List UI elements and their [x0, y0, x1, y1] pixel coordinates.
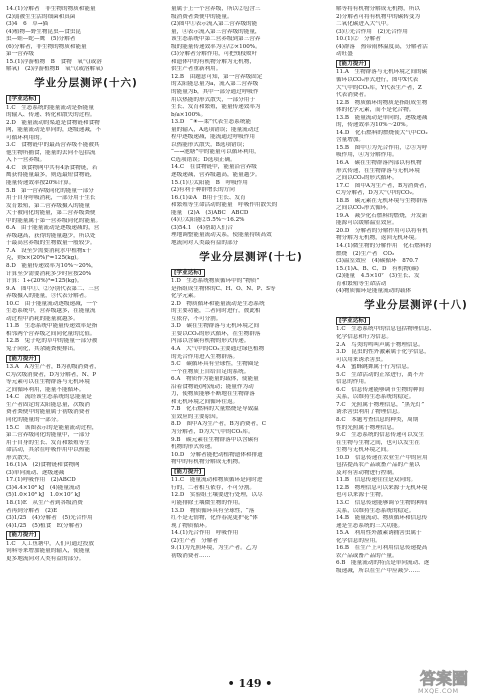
- text-line: 生物与无机环境之间。: [336, 447, 392, 454]
- text-line: 6.C 信息传递能够调节生物的种间: [336, 386, 424, 393]
- text-line: 5.C 碳循环具有全球性，生物圈是: [171, 361, 259, 368]
- svg-text:答案圈: 答案圈: [420, 669, 469, 688]
- text-line: 4.A 蜜蜂跳舞属于行为信息。: [336, 364, 413, 371]
- text-line: 沿着食物链(网)流动；能量作为动: [171, 383, 254, 390]
- text-line: 形式传递，在生物群落与无机环境: [336, 167, 420, 174]
- text-line: 性的光照属于物理信息。: [336, 424, 398, 431]
- section-heading: 学业分层测评(十八): [364, 298, 468, 311]
- text-line: 13.D “☀—柔”代表生态系统能: [171, 119, 252, 126]
- text-line: 大气中的CO₂库，Y代表生产者，Z: [336, 84, 422, 91]
- subsection-label-row: [171, 268, 331, 279]
- text-line: 者再到分解者 (2)E: [6, 507, 58, 514]
- text-line: 9.B 碳元素在生物群落中以含碳有: [171, 436, 259, 443]
- text-line: 能量 (2)A (3)ABC ABCD: [171, 209, 249, 216]
- subsection-label-row: [6, 530, 166, 541]
- text-line: 程中逐级递减，能流通过呼吸作用: [171, 134, 255, 141]
- text-line: 9.C 生态系统的信息传递可以发生: [336, 432, 424, 439]
- text-line: 13.C 信息传递能够调节生物的种间: [336, 500, 428, 506]
- text-line: 13.A A为生产者，B为初级消费者，: [6, 364, 100, 371]
- text-line: 之间以CO₂形式循环。: [336, 205, 392, 212]
- text-line: 18.(1)E 从生产者到各级消费: [6, 500, 83, 506]
- text-line: 在生物与生物之间，也可以发生在: [336, 439, 420, 446]
- text-line: 1.C 生态系统中的信息包括物理信息、: [336, 326, 436, 333]
- text-line: 动旺盛: [336, 51, 353, 58]
- text-line: 级消费者粪便中的能量。: [171, 13, 233, 20]
- text-line: 逐级递减，营养级越高，能量越少。: [171, 172, 261, 179]
- column-left: [6, 6, 166, 671]
- watermark-url: MXQE.COM: [418, 687, 459, 695]
- text-line: 燃烧 (2)生产者 CO₂: [336, 250, 395, 257]
- text-line: 15.A 利用性外激素诱捕害虫属于: [336, 530, 422, 537]
- text-line: 3.C 食物链中的最高营养级不能被其: [6, 142, 100, 149]
- text-line: 5.B 第一营养级同化的能量一部分: [6, 187, 94, 194]
- text-line: 一个在物质上自给自足的系统。: [171, 368, 250, 375]
- text-line: 14.D 化石燃料的燃烧使大气中CO₂: [336, 129, 428, 136]
- text-line: 行的，二者相互依存，不可分割。: [171, 484, 255, 491]
- subsection-label-row: [336, 316, 496, 327]
- text-line: (2)生产者 分解者: [171, 537, 219, 544]
- text-line: 力，使物质能够不断地在生物群落: [171, 391, 255, 398]
- text-line: 解氧) (2)浮游植物B 氧气(或溶解氧): [6, 66, 103, 73]
- text-line: 11.B 生态系统中能量传递效率是指: [6, 323, 98, 330]
- text-line: 14.(1)分解者 非生物的物质和能量: [6, 6, 96, 12]
- text-line: 14.(1)微生物的分解作用 化石燃料的: [336, 243, 432, 249]
- text-line: (3)54.1 (4)帮助人们合: [171, 224, 233, 231]
- text-line: 1.C 生态系统的能量流动是指能量: [6, 104, 94, 111]
- text-line: 12.B 物质循环的物质是指组成生物: [336, 99, 428, 106]
- text-line: 第一营养级: [6, 51, 34, 58]
- text-line: 关系，以维持生态系统的稳定。: [336, 394, 415, 401]
- text-line: 17.C 图中A为生产者，B为消费者，: [336, 182, 431, 189]
- text-line: 计算至少需要消耗多少时应按20%: [6, 270, 92, 277]
- text-line: (3)①光合作用 (2)光合作用: [336, 28, 408, 35]
- text-line: 6.B 能量流动的特点是单向流动、逐: [336, 560, 430, 567]
- text-line: 15.B 图中①为光合作用，②③为呼: [336, 144, 428, 151]
- text-line: 相邻两个营养级之间同化量的比值。: [6, 330, 96, 337]
- text-line: C为次级消费者，D为分解者，N、P: [6, 371, 97, 378]
- text-line: 的，传递效率为10%～20%。: [336, 122, 412, 129]
- text-line: 11.A 生物群落与无机环境之间的碳: [336, 69, 428, 76]
- text-line: 3.D 碳在生物群落与无机环境之间: [171, 323, 260, 330]
- text-line: 5.C 生命活动的正常进行，离不开: [336, 371, 424, 378]
- text-line: 养级摄入的能量，③代表分解者。: [6, 293, 90, 300]
- text-line: 含量增加。: [336, 137, 364, 144]
- text-line: 和繁殖等生命活动的能量 呼吸作用散失的: [171, 202, 278, 209]
- text-line: 初级消费者……: [171, 552, 211, 559]
- text-line: 关系，以维持生态系统的稳定。: [336, 507, 415, 514]
- text-line: 10.D 信息传递在农业生产中的应用: [336, 454, 428, 461]
- text-line: 饲料等来增加能量的输入，使能量: [6, 548, 90, 555]
- text-line: 命活动，其余在呼吸作用中以热能: [6, 447, 90, 454]
- text-line: 生产者固定的太阳能总量，次级消: [6, 401, 90, 408]
- text-line: (4)①太阳能②5.5%～16.2%: [171, 217, 245, 224]
- text-line: 该生态系统中第二营养级到第三营养: [171, 36, 261, 43]
- text-line: 入下一营养级。: [6, 157, 46, 164]
- text-line: 现了物质循环。: [171, 522, 211, 529]
- text-line: 育和繁殖等生命活动: [336, 280, 387, 287]
- text-line: 化学信息和行为信息。: [336, 333, 392, 340]
- text-line: 生长、发育和繁殖，能量传递效率为: [171, 104, 261, 111]
- text-line: 10.(1)② 分解者: [336, 36, 381, 43]
- text-line: 网，能量流动是单向的，逐级递减，不: [6, 127, 102, 134]
- text-line: (3)温室效应 (4)碳循环 870.7: [336, 258, 419, 265]
- text-line: 19.A 减少化石燃料的燃烧，开发新: [336, 212, 428, 219]
- column-middle: [171, 6, 331, 671]
- text-line: 2.A 鸟类的鸣叫声属于物理信息。: [336, 341, 424, 348]
- text-line: 2.D 能量流动的渠道是食物链和食物: [6, 119, 100, 126]
- text-line: 递是生态系统的三大功能。: [336, 522, 404, 529]
- text-line: 也可以来源于生物。: [336, 492, 387, 499]
- text-line: 7.B 化石燃料的大量燃烧是导致温: [171, 406, 259, 413]
- text-line: 14.B 能量流动、物质循环和信息传: [336, 515, 428, 522]
- subsection-label-row: [171, 467, 331, 478]
- text-line: 计算：1÷(20%)³=125(kg)。: [6, 278, 83, 285]
- text-line: 机物的形式传递。: [171, 444, 216, 451]
- text-line: 7.A 设至少需要消耗水中植物x千: [6, 247, 92, 254]
- text-line: 4.A 大气中的CO₂主要通过绿色植物: [171, 346, 265, 353]
- text-line: 供生产者重新利用。: [171, 66, 222, 73]
- text-line: 物分解为无机物，返回无机环境。: [336, 235, 420, 242]
- subsection-label: [学业达标]: [336, 317, 370, 326]
- text-line: 8.C 本题考查信息的种类，周期: [336, 416, 419, 423]
- text-line: 量的输入，A选项错误；能量流动过: [171, 126, 259, 133]
- text-line: 14.C 在食物链中，能量沿营养级: [171, 164, 257, 171]
- text-line: 吸作用，④为分解作用。: [336, 152, 398, 159]
- text-line: 的能量为b，其中一部分通过呼吸作: [171, 89, 259, 96]
- text-line: 代表消费者。: [336, 92, 370, 99]
- text-line: 14.C 流经该生态系统的总能量是: [6, 394, 92, 401]
- text-line: 的输入、传递、转化和散失的过程。: [6, 112, 96, 119]
- text-line: 和无机环境之间循环往返。: [171, 398, 239, 405]
- text-line: 及对有害动物进行控制。: [336, 469, 398, 476]
- text-line: 农产品或畜产品的产量。: [336, 552, 398, 559]
- text-line: 17.(1)呼吸作用 (2)ABCD: [6, 477, 76, 484]
- text-line: 费者粪便中的能量属于初级消费者: [6, 409, 90, 416]
- text-line: 于最高营养级的生物数量一般较少。: [6, 240, 96, 247]
- text-line: 之间以CO₂的形式循环。: [336, 175, 398, 182]
- text-line: 量，④表示流入第三营养级的能量，: [171, 28, 261, 35]
- subsection-label-row: [6, 94, 166, 105]
- text-line: 可能排除土壤微生物的作用。: [171, 500, 244, 506]
- text-line: 信息的作用。: [336, 379, 370, 386]
- text-line: 能量传递效率按20%计算。: [6, 179, 75, 186]
- text-line: b/a×100%。: [171, 111, 207, 118]
- text-line: 9.A 图中①、②分别代表第二、三营: [6, 285, 100, 292]
- text-line: 11.C 能量流动和物质循环是同时进: [171, 477, 263, 484]
- text-line: (2)有利于种群增长的方向: [171, 187, 235, 194]
- text-line: 15.(1)①太阳能 B 呼吸作用: [171, 179, 248, 186]
- text-line: 18.B 碳元素在无机环境与生物群落: [336, 197, 428, 204]
- text-line: 地流向对人类最有益的部分: [171, 239, 239, 246]
- text-line: 动过程中消耗的能量就越多。: [6, 315, 79, 322]
- text-line: 12.D 实验组土壤要进行处理，以尽: [171, 492, 263, 499]
- text-line: C选项错误；D选项正确。: [171, 156, 236, 163]
- text-line: (3)1/25 (4)分解者 (5)光合作用: [6, 515, 93, 522]
- text-line: 8.D 能量传递效率为10%～20%，: [6, 263, 97, 269]
- text-line: 化学元素。: [171, 293, 199, 300]
- text-line: 诱杀害虫利用了物理信息。: [336, 409, 404, 416]
- text-line: 10.C 由于能量流动逐级递减，一个: [6, 300, 98, 307]
- text-line: (3)4.4×10⁸ kJ (4)能量流动: [6, 484, 81, 491]
- text-line: (4)1/25 (5)植食 E(分解者): [6, 522, 83, 529]
- text-line: 15.(1)浮游植物 B 食物 氧气(或溶: [6, 58, 102, 65]
- text-line: 16.A 碳在生物群落内部以有机物: [336, 159, 422, 166]
- text-line: 循环以CO₂形式进行，图中X代表: [336, 76, 419, 83]
- text-line: 克，则x×(20%)⁵=125(kg)。: [6, 255, 82, 262]
- text-line: 等元素可以在生物群落与无机环境: [6, 379, 90, 386]
- text-line: 和遗体中的有机物分解为无机物，: [171, 58, 255, 65]
- text-line: 12.B 由题意可知，第一营养级固定: [171, 73, 263, 80]
- text-line: (3)4 6 草→猫: [6, 21, 49, 28]
- page-number: • 149 •: [227, 677, 273, 690]
- text-line: 级的能量传递效率为④/②×100%。: [171, 43, 261, 50]
- text-line: (2)能量 4.5×10⁷ (3)生长、发: [336, 273, 420, 280]
- text-line: 用于自身呼吸消耗，一部分用于生长: [6, 195, 96, 202]
- text-line: (4)物质循环是能量流动的载体: [336, 288, 412, 295]
- text-line: 12.B 兔子吃的草中的能量一部分被: [6, 338, 98, 345]
- text-line: 的太阳能总量为a，流入第二营养级: [171, 81, 259, 88]
- text-line: 包括提高农产品或畜产品的产量以: [336, 462, 420, 469]
- text-line: 红不是无情物，化作春泥更护花”体: [171, 515, 258, 522]
- text-line: 化学信息的应用。: [336, 537, 381, 544]
- text-line: 1.D 生态系统物质循环中的“物质”: [171, 278, 260, 285]
- text-line: 之间循环利用，能量不能循环。: [6, 386, 85, 393]
- subsection-label: [能力提升]: [6, 355, 40, 364]
- text-line: (4)群落 热带雨林温度高，分解者活: [336, 43, 428, 50]
- text-line: (2)弱被生生活的细菌和真菌: [6, 13, 76, 20]
- subsection-label-row: [6, 354, 166, 365]
- section-heading: 学业分层测评(十七): [199, 250, 303, 263]
- text-line: 的主要功能，二者同时进行，彼此相: [171, 308, 261, 315]
- text-line: 能源可以缓解温室效应。: [336, 220, 398, 227]
- text-line: 16.(1)②A B用于生长、发育: [171, 194, 246, 201]
- text-line: 14.(1)光合作用 呼吸作用: [171, 530, 239, 537]
- column-right: [336, 6, 496, 671]
- text-line: 6.A 物质作为能量的载体，使能量: [171, 376, 259, 383]
- text-line: 15.C 该图表示的是能量流动过程，: [6, 424, 98, 431]
- text-line: 可循环利用的。: [6, 134, 46, 141]
- text-line: 中的能量属于第一营养级同化的能量。: [6, 217, 102, 224]
- text-line: 发育繁殖，第二营养级摄入的能量: [6, 202, 90, 209]
- text-line: 是指组成生物体的C、H、O、N、P、S等: [171, 285, 276, 292]
- text-line: 为分解者，D为大气中的CO₂库。: [171, 429, 254, 436]
- text-line: 体的化学元素，而不是化合物。: [336, 107, 415, 114]
- text-line: 量属于上一个营养级，所以②包含三: [171, 6, 261, 12]
- section-heading: 学业分层测评(十六): [34, 76, 138, 89]
- text-line: 更多地流向对人类有益的部分。: [6, 555, 85, 562]
- subsection-label: [能力提升]: [336, 60, 370, 69]
- text-line: 以热能形式散失，B选项错误；: [171, 141, 248, 148]
- subsection-label: [学业达标]: [6, 95, 40, 104]
- text-line: 6.A 由于能量流动是逐级递减的，营: [6, 225, 100, 232]
- text-line: 物中的有机物分解成无机物。: [171, 459, 244, 466]
- text-line: 解等将有机物分解成无机物，所以: [336, 6, 420, 12]
- text-line: (6)分解者，非生物的物质和能量: [6, 43, 87, 50]
- text-line: 养级越高，获得的能量越少，所以处: [6, 232, 96, 239]
- text-line: 1.C 人工鱼塘中，人们可通过投放: [6, 540, 94, 547]
- text-line: 2.D 物质循环和能量流动是生态系统: [171, 300, 265, 307]
- text-line: 级递减，所以在生产中应减少……: [336, 567, 420, 574]
- text-line: 大于被同化的能量，第二营养级粪便: [6, 210, 96, 217]
- text-line: 的光合作用进入生物群落。: [171, 353, 239, 360]
- text-line: 兔子同化，其余随粪便排出。: [6, 346, 79, 353]
- text-line: 13.D 物质循环具有全球性，“落: [171, 507, 255, 514]
- text-line: 二氧化碳进入大气中。: [336, 21, 392, 28]
- text-line: 10.D 分解者能把动植物遗体和排遗: [171, 451, 263, 458]
- subsection-label: [学业达标]: [171, 269, 205, 278]
- subsection-label-row: [336, 59, 496, 70]
- text-line: 理地调整能量流动关系，使能量持续高效: [171, 232, 272, 239]
- text-line: 形式散失。: [6, 454, 34, 461]
- text-line: 用于自身的生长、发育和繁殖等生: [6, 439, 90, 446]
- text-line: (3)单向流动、逐级递减: [6, 469, 65, 476]
- text-line: 2)分解者可将有机物中的碳转变为: [336, 13, 421, 20]
- text-line: 8.D 图中A为生产者，B为消费者，C: [171, 421, 266, 428]
- text-line: 鹰获得能量最多，则选最短食物链，: [6, 172, 96, 179]
- text-line: 9.(1)为光照环境，为生产者。乙为: [171, 545, 257, 552]
- text-line: (2)图中①表示流入第二营养级的能: [171, 21, 258, 28]
- text-line: 16.(1)A (2)食物链和食物网: [6, 462, 80, 469]
- text-line: 11.B 信息传递往往是双向的。: [336, 477, 417, 484]
- text-line: 虫—蛙—蛇—鹰 (5)分解者: [6, 36, 76, 43]
- text-line: 20.D 分解者的分解作用可以将有机: [336, 227, 428, 234]
- text-line: 可以用来诱杀害虫。: [336, 356, 387, 363]
- text-line: C为分解者，D为大气中的CO₂。: [336, 190, 418, 197]
- text-line: 3.D 昆虫的性外激素属于化学信息，: [336, 349, 430, 356]
- text-line: 15.(1)A、B、C、D 有机物(碳): [336, 265, 419, 272]
- text-line: 生态系统中，营养级越多，在能量流: [6, 308, 96, 315]
- text-line: (3)分解者分解作用，可把残枝败叶: [171, 51, 258, 58]
- text-line: 用以热能的形式散失，一部分用于: [171, 96, 255, 103]
- subsection-label: [能力提升]: [6, 531, 40, 540]
- text-line: (5)1.0×10⁸ kJ 1.0×10⁷ kJ: [6, 492, 81, 499]
- text-line: 16.B 在生产上可利用信息传递提高: [336, 545, 428, 552]
- text-line: 他生物所捕食，能量的去向不包括流: [6, 149, 96, 156]
- text-line: 互依存，不可分割。: [171, 315, 222, 322]
- text-line: 主要以CO₂的形式循环，在生物群落: [171, 330, 261, 337]
- text-line: (4)植物—野生物昆虫—食虫昆: [6, 28, 82, 35]
- text-line: 12.B 物理信息可以来源于无机环境: [336, 484, 428, 491]
- text-line: 4.C 该食物网中共有4条食物链，若: [6, 164, 98, 171]
- subsection-label: [能力提升]: [171, 468, 205, 477]
- text-line: “—→池塘”中的能量可以循环利用，: [171, 149, 260, 156]
- text-line: 内部以含碳有机物的形式传递。: [171, 338, 250, 345]
- text-line: 同化的能量的一部分。: [6, 416, 62, 423]
- text-line: 7.C 光照属于物理信息，“黑光灯”: [336, 401, 425, 408]
- text-line: 室效应的主要原因。: [171, 413, 222, 420]
- text-line: 13.B 能量流动是单向的，逐级递减: [336, 114, 428, 121]
- text-line: 第二营养级同化的能量中，一部分: [6, 432, 90, 439]
